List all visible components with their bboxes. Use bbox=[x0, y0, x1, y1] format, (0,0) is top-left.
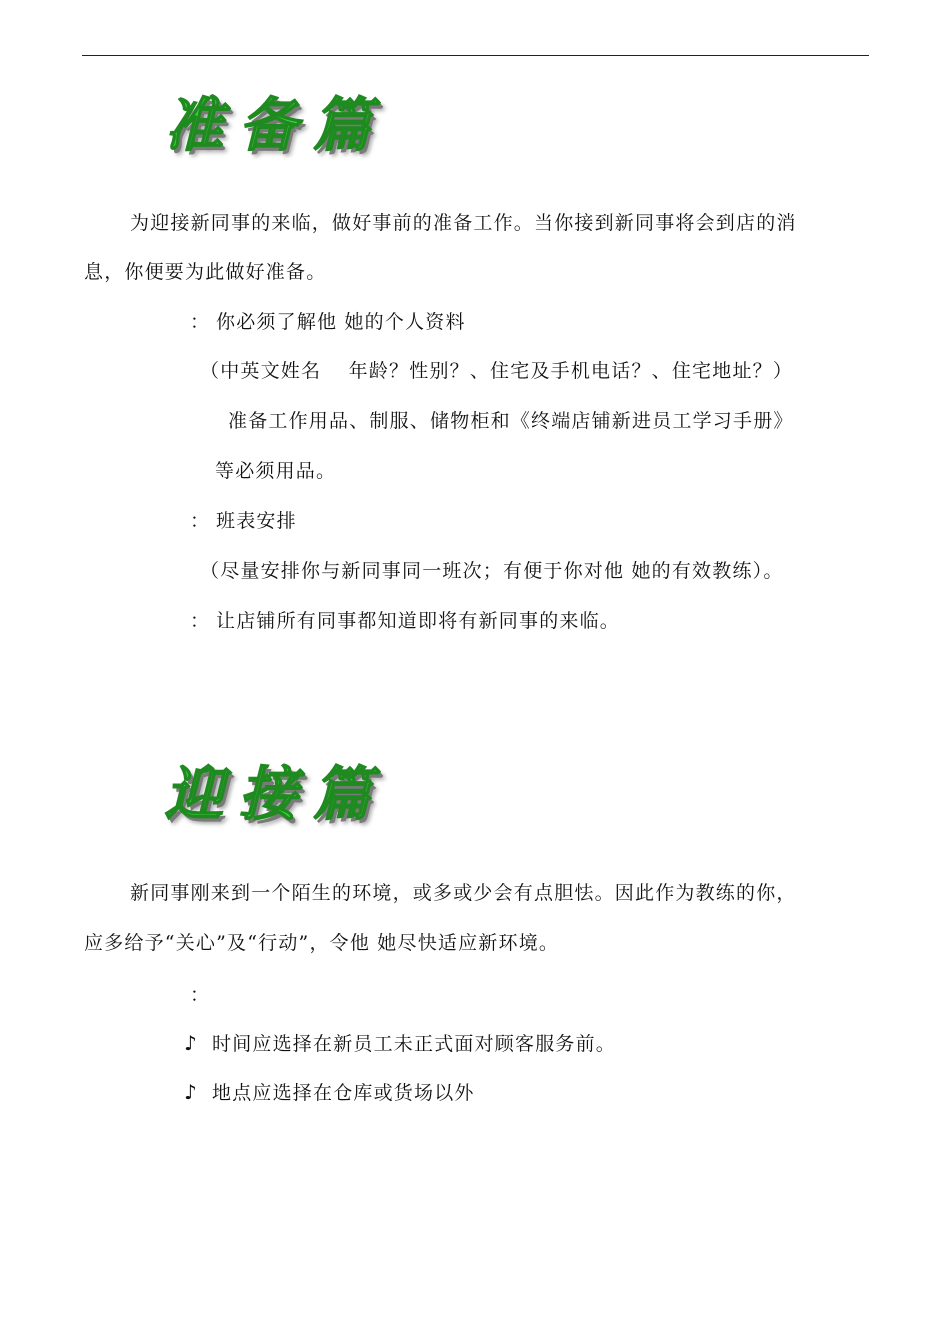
prep-item-supplies-line-2: 等必须用品。 bbox=[215, 460, 337, 482]
welcome-intro-line-2: 应多给予“关心”及“行动”，令他 她尽快适应新环境。 bbox=[84, 932, 560, 954]
music-note-icon: ♪ bbox=[184, 1080, 198, 1104]
prep-item-schedule bbox=[190, 509, 297, 533]
prep-item-notify bbox=[190, 609, 620, 633]
welcome-bullet-time bbox=[184, 1031, 616, 1056]
welcome-bullet-time-text: 时间应选择在新员工未正式面对顾客服务前。 bbox=[212, 1033, 617, 1055]
welcome-bullet-location bbox=[184, 1080, 475, 1105]
prep-item-schedule-text: 班表安排 bbox=[216, 510, 297, 532]
prep-intro-line-1: 为迎接新同事的来临，做好事前的准备工作。当你接到新同事将会到店的消 bbox=[130, 212, 797, 234]
music-note-icon: ♪ bbox=[184, 1031, 198, 1055]
colon-mark: ： bbox=[190, 311, 211, 333]
welcome-bullet-location-text: 地点应选择在仓库或货场以外 bbox=[212, 1082, 475, 1104]
welcome-intro-line-1: 新同事刚来到一个陌生的环境，或多或少会有点胆怯。因此作为教练的你， bbox=[130, 882, 797, 904]
section-title-preparation: 准备篇 bbox=[165, 91, 388, 159]
prep-item-personal-info-detail: （中英文姓名 年龄？性别？、住宅及手机电话？、住宅地址？） bbox=[200, 360, 794, 382]
prep-intro-line-2: 息，你便要为此做好准备。 bbox=[84, 261, 327, 283]
section-title-welcome: 迎接篇 bbox=[165, 760, 388, 828]
prep-item-notify-text: 让店铺所有同事都知道即将有新同事的来临。 bbox=[216, 610, 621, 632]
prep-item-schedule-detail: （尽量安排你与新同事同一班次；有便于你对他 她的有效教练）。 bbox=[200, 560, 784, 582]
colon-mark: ： bbox=[190, 610, 211, 632]
prep-item-supplies-line-1: 准备工作用品、制服、储物柜和《终端店铺新进员工学习手册》 bbox=[228, 410, 794, 432]
prep-item-personal-info-text: 你必须了解他 她的个人资料 bbox=[216, 311, 466, 333]
header-rule bbox=[82, 55, 869, 56]
colon-mark: ： bbox=[190, 510, 211, 532]
prep-item-personal-info bbox=[190, 310, 466, 334]
welcome-colon-line: ： bbox=[190, 984, 211, 1006]
